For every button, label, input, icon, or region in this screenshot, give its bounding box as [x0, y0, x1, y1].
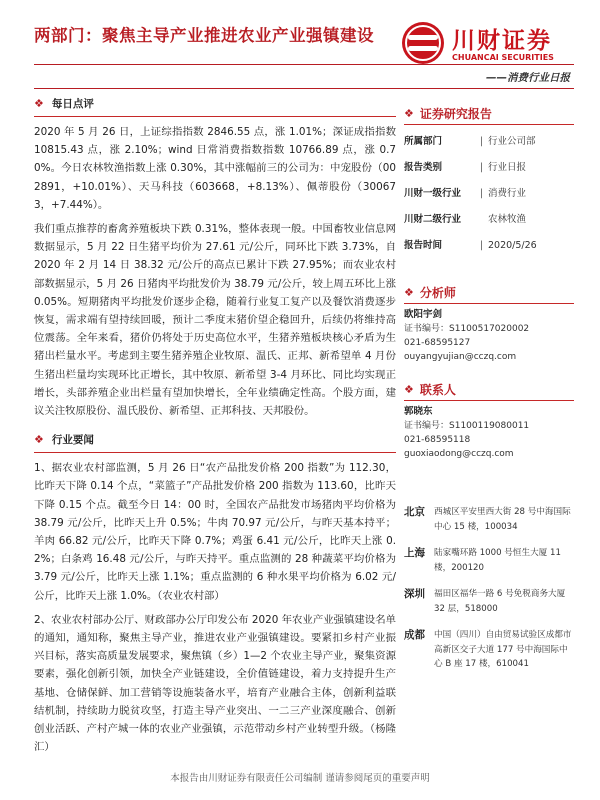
- report-info-title: 证券研究报告: [419, 106, 492, 121]
- sidebar-divider: [404, 303, 574, 304]
- address-text: 中国（四川）自由贸易试验区成都市高新区交子大道 177 号中海国际中心 B 座 17 楼，610041: [434, 630, 572, 669]
- info-row: 报告类别 | 行业日报: [404, 155, 574, 181]
- diamond-cluster-icon: ❖: [34, 96, 44, 110]
- contact-title: 联系人: [419, 382, 456, 397]
- contact-card: [404, 405, 574, 461]
- info-row: 所属部门 | 行业公司部: [404, 129, 574, 155]
- info-value: 2020/5/26: [488, 240, 537, 251]
- info-key: 报告类别: [404, 162, 443, 173]
- analyst-title: 分析师: [419, 285, 456, 300]
- info-key: 报告时间: [404, 240, 443, 251]
- address-block: [404, 587, 574, 616]
- address-text: 西城区平安里西大街 28 号中海国际中心 15 楼，100034: [434, 507, 571, 532]
- diamond-cluster-icon: ❖: [404, 285, 414, 299]
- info-key: 川财二级行业: [404, 214, 462, 225]
- info-value: 行业日报: [488, 162, 527, 173]
- analyst-name: 欧阳宇剑: [404, 309, 443, 320]
- info-value: 消费行业: [488, 188, 527, 199]
- section-title: 行业要闻: [51, 433, 94, 446]
- analyst-header: [404, 283, 574, 301]
- address-block: [404, 628, 574, 672]
- analyst-cert: 证书编号：S1100517020002: [404, 324, 530, 334]
- office-addresses: [404, 505, 574, 672]
- paragraph: 2020 年 5 月 26 日，上证综指指数 2846.55 点，涨 1.01%；深证成指指数 10815.43 点，涨 2.10%；wind 日常消费指数指数 10766.89 点，涨 0.70%。今日农林牧渔指数上涨 0.30%，其中涨幅前三的公司为：中宠股份（002891，+10.01%）、天马科技（603668，+8.13%）、佩蒂股份（300673，+7.44%）。: [34, 126, 396, 211]
- info-row: 川财一级行业 | 消费行业: [404, 181, 574, 207]
- contact-phone: 021-68595118: [404, 435, 471, 445]
- header-divider: [34, 64, 574, 65]
- diamond-cluster-icon: ❖: [34, 432, 44, 446]
- sidebar: [404, 104, 574, 672]
- sidebar-divider: [404, 124, 574, 125]
- analyst-phone: 021-68595127: [404, 338, 471, 348]
- address-city: 北京: [404, 506, 425, 518]
- info-row: [404, 207, 574, 233]
- company-logo: [402, 22, 574, 68]
- address-block: [404, 546, 574, 575]
- logo-chinese-name: 川财证券: [452, 28, 552, 54]
- report-title: 两部门：聚焦主导产业推进农业产业强镇建设: [34, 26, 374, 45]
- address-city: 深圳: [404, 588, 425, 600]
- page-footer: 本报告由川财证券有限责任公司编制 谨请参阅尾页的重要声明: [170, 773, 430, 784]
- analyst-card: [404, 308, 574, 364]
- section-header-industry-news: [34, 430, 396, 448]
- paragraph: 我们重点推荐的畜禽养殖板块下跌 0.31%，整体表现一般。中国畜牧业信息网数据显示，5 月 22 日生猪平均价为 27.61 元/公斤，同环比下跌 3.73%，自 2020 年 2 月 14 日 38.32 元/公斤的高点已累计下跌 27.95%；而农业农村部数据显示，5 月 26 日猪肉平均批发价为 38.79 元/公斤，较上周五环比上涨 0.05%。短期猪肉平均批发价逐步企稳，随着行业复工复产以及餐饮消费逐步恢复，需求端有望持续回暖，预计二季度末猪价望企稳回升，后续仍将维持高位震荡。全年来看，猪价仍将处于历史高位水平，生猪养殖板块核心矛盾为生猪出栏量水平。考虑到主要生猪养殖企业牧原、温氏、正邦、新希望单 4 月份生猪出栏量均实现环比正增长，其中牧原、新希望 3-4 月环比、同比均实现正增长，头部养殖企业出栏量有望加快增长，全年业绩确定性高。个股方面，建议关注牧原股份、温氏股份、新希望、正邦科技、天邦股份。: [34, 223, 396, 418]
- info-key: 川财一级行业: [404, 188, 462, 199]
- diamond-cluster-icon: ❖: [404, 382, 414, 396]
- info-key: 所属部门: [404, 136, 443, 147]
- contact-cert: 证书编号：S1100119080011: [404, 421, 530, 431]
- section-divider: [34, 116, 396, 117]
- address-city: 成都: [404, 629, 425, 641]
- address-block: [404, 505, 574, 534]
- address-city: 上海: [404, 547, 425, 559]
- paragraph: 1、据农业农村部监测，5 月 26 日“农产品批发价格 200 指数”为 112.30，比昨天下降 0.14 个点，“菜篮子”产品批发价格 200 指数为 113.60，比昨天下降 0.15 个点。截至今日 14：00 时，全国农产品批发市场猪肉平均价格为 38.79 元/公斤，比昨天上升 0.5%；牛肉 70.97 元/公斤，与昨天基本持平；羊肉 66.82 元/公斤，比昨天下降 0.7%；鸡蛋 6.41 元/公斤，比昨天上涨 0.2%；白条鸡 16.48 元/公斤，与昨天持平。重点监测的 28 种蔬菜平均价格为 3.79 元/公斤，比昨天上涨 1.1%；重点监测的 6 种水果平均价格为 6.02 元/公斤，比昨天上涨 1.0%。（农业农村部）: [34, 462, 396, 602]
- section-title: 每日点评: [51, 97, 94, 110]
- info-value: 行业公司部: [488, 136, 536, 147]
- logo-english-name: CHUANCAI SECURITIES: [452, 53, 554, 62]
- contact-name: 郭晓东: [404, 406, 433, 417]
- main-content: [34, 94, 396, 757]
- report-info-header: [404, 104, 574, 122]
- diamond-cluster-icon: ❖: [404, 106, 414, 120]
- contact-header: [404, 380, 574, 398]
- section-header-daily-review: [34, 94, 396, 112]
- subtitle-divider: [34, 88, 574, 89]
- address-text: 陆家嘴环路 1000 号恒生大厦 11 楼，200120: [434, 548, 561, 573]
- sidebar-divider: [404, 400, 574, 401]
- analyst-email[interactable]: ouyangyujian@cczq.com: [404, 352, 517, 362]
- logo-mark-icon: [402, 22, 444, 64]
- report-subtitle: ——消费行业日报: [486, 72, 570, 84]
- address-text: 福田区福华一路 6 号免税商务大厦 32 层，518000: [434, 589, 566, 614]
- info-row: 报告时间 | 2020/5/26: [404, 233, 574, 259]
- section-divider: [34, 452, 396, 453]
- info-value: 农林牧渔: [488, 214, 527, 225]
- paragraph: 2、农业农村部办公厅、财政部办公厅印发公布 2020 年农业产业强镇建设名单的通知，通知称，聚焦主导产业，推进农业产业强镇建设。要紧扣乡村产业振兴目标，落实高质量发展要求，聚焦镇（乡）1—2 个农业主导产业，聚集资源要素，强化创新引领，加快全产业链建设，全价值链建设，着力支持提升生产基地、仓储保鲜、加工营销等设施装备水平，培育产业融合主体，创新利益联结机制，持续助力脱贫攻坚，打造主导产业突出、一二三产业深度融合、创新创业活跃、产村产城一体的农业产业强镇，示范带动乡村产业转型升级。（杨隆汇）: [34, 613, 396, 754]
- contact-email[interactable]: guoxiaodong@cczq.com: [404, 449, 514, 459]
